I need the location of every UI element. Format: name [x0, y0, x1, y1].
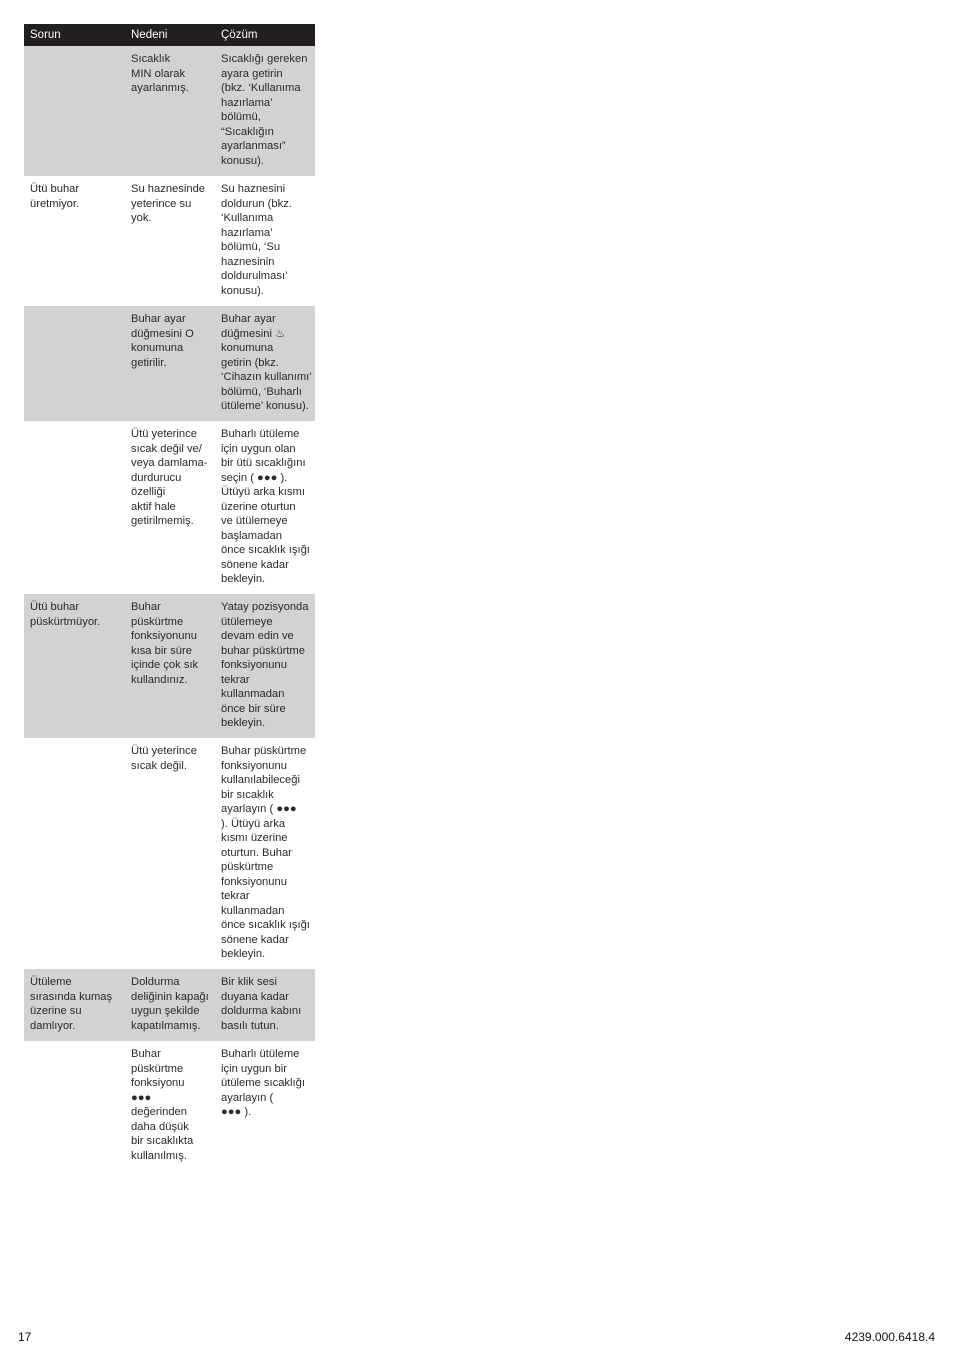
- header-cause: Nedeni: [131, 28, 168, 41]
- problem-cell: [24, 52, 125, 176]
- solution-cell: Su haznesini doldurun (bkz. ‘Kullanıma hazırlama’ bölümü, ‘Su haznesinin doldurulması’ konusu).: [221, 183, 292, 297]
- solution-cell: Bir klik sesi duyana kadar doldurma kabını basılı tutun.: [221, 976, 302, 1032]
- table-header: [24, 24, 315, 46]
- problem-cell: Ütüleme sırasında kumaş üzerine su damlıyor.: [30, 976, 113, 1032]
- solution-cell: Buhar püskürtme fonksiyonunu kullanılabileceği bir sıcaklık ayarlayın ( ●●● ). Ütüyü arka kısmı üzerine oturtun. Buhar püskürtme fonksiyonunu tekrar kullanmadan önce sıcaklık ışığı sönene kadar bekleyin.: [221, 745, 310, 960]
- cause-cell: Ütü yeterince sıcak değil.: [131, 745, 197, 772]
- troubleshooting-table: [24, 24, 315, 1171]
- document-code: 4239.000.6418.4: [844, 1330, 935, 1344]
- problem-cell: [24, 744, 125, 969]
- table-row: [24, 46, 315, 176]
- table-row: [24, 176, 315, 306]
- table-row: [24, 306, 315, 421]
- table-row: [24, 1041, 315, 1171]
- cause-cell: Sıcaklık MIN olarak ayarlanmış.: [131, 53, 189, 94]
- solution-cell: Buharlı ütüleme için uygun olan bir ütü sıcaklığını seçin ( ●●● ). Ütüyü arka kısmı üzerine oturtun ve ütülemeye başlamadan önce sıcaklık ışığı sönene kadar bekleyin.: [221, 428, 310, 585]
- cause-cell: Doldurma deliğinin kapağı uygun şekilde kapatılmamış.: [131, 976, 209, 1032]
- cause-cell: Buhar püskürtme fonksiyonu ●●● değerinden daha düşük bir sıcaklıkta kullanılmış.: [131, 1048, 194, 1162]
- table-row: [24, 738, 315, 969]
- header-solution: Çözüm: [221, 28, 258, 41]
- table-row: [24, 421, 315, 594]
- table-row: [24, 594, 315, 738]
- cause-cell: Buhar ayar düğmesini O konumuna getirilir.: [131, 313, 194, 369]
- page-number: 17: [18, 1330, 32, 1344]
- table-row: [24, 969, 315, 1041]
- cause-cell: Su haznesinde yeterince su yok.: [131, 183, 206, 224]
- solution-cell: Yatay pozisyonda ütülemeye devam edin ve buhar püskürtme fonksiyonunu tekrar kullanmadan önce bir süre bekleyin.: [221, 601, 309, 729]
- solution-cell: Buharlı ütüleme için uygun bir ütüleme sıcaklığı ayarlayın ( ●●● ).: [221, 1048, 305, 1118]
- problem-cell: [24, 312, 125, 421]
- problem-cell: [24, 1047, 125, 1171]
- problem-cell: [24, 427, 125, 594]
- header-problem: Sorun: [30, 28, 61, 41]
- cause-cell: Buhar püskürtme fonksiyonunu kısa bir süre içinde çok sık kullandınız.: [131, 601, 199, 686]
- solution-cell: Sıcaklığı gereken ayara getirin (bkz. ‘Kullanıma hazırlama’ bölümü, “Sıcaklığın ayarlanması” konusu).: [221, 53, 308, 167]
- cause-cell: Ütü yeterince sıcak değil ve/ veya damlama- durdurucu özelliği aktif hale getirilmemiş.: [131, 428, 208, 527]
- problem-cell: Ütü buhar üretmiyor.: [30, 183, 80, 210]
- problem-cell: Ütü buhar püskürtmüyor.: [30, 601, 101, 628]
- solution-cell: Buhar ayar düğmesini ♨ konumuna getirin (bkz. ‘Cihazın kullanımı’ bölümü, ‘Buharlı ütüleme’ konusu).: [221, 313, 312, 412]
